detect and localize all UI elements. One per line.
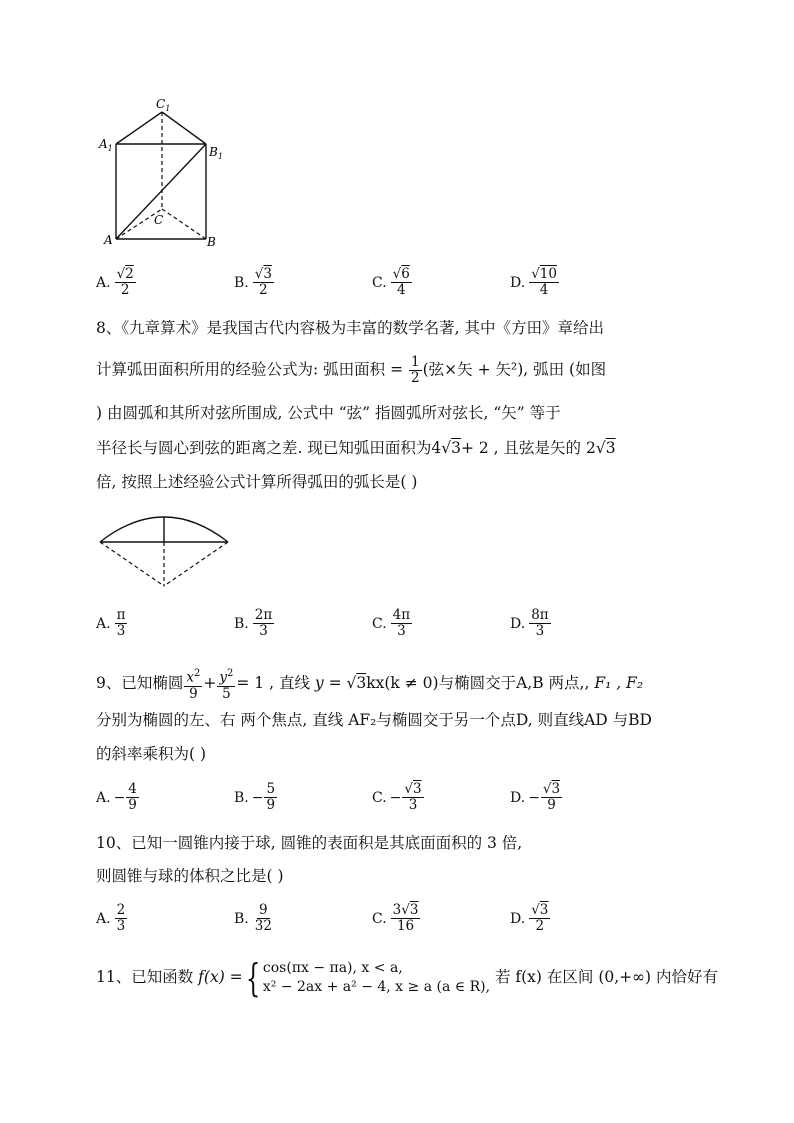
q7-choice-c[interactable]: C. $\frac{√6}{4}$	[372, 266, 410, 298]
label-a: A	[104, 233, 113, 247]
label-a1: $A_1$	[99, 137, 113, 153]
q7-choice-d[interactable]: D. $\frac{√10}{4}$	[510, 266, 557, 298]
q8-choice-d[interactable]: D. $\frac{8\pi}{3}$	[510, 607, 549, 639]
q9-choice-d[interactable]: D. − $\frac{√3}{9}$	[510, 781, 561, 813]
label-b: B	[207, 235, 216, 249]
q9-choice-a[interactable]: A. − $\frac{4}{9}$	[96, 781, 137, 813]
label-c1: $C_1$	[156, 97, 171, 113]
q7-choice-b[interactable]: B. $\frac{√3}{2}$	[234, 266, 272, 298]
q11-line1: 11、已知函数 f(x) ={ cos(πx − πa), x < a, x² − 2ax + a² − 4, x ≥ a (a ∈ R), 若 f(x) 在区间 (0,+∞) 内恰好有	[96, 956, 719, 1000]
q9-choice-c[interactable]: C. − $\frac{√3}{3}$	[372, 781, 422, 813]
q9-line3: 的斜率乘积为( )	[96, 745, 207, 763]
q10-choice-c[interactable]: C. $\frac{3√3}{16}$	[372, 902, 419, 934]
q8-line1: 8、《九章算术》是我国古代内容极为丰富的数学名著, 其中《方田》章给出	[96, 319, 604, 337]
q8-line4: 半径长与圆心到弦的距离之差. 现已知弧田面积为4√3+ 2 , 且弦是矢的 2√3	[96, 439, 616, 457]
q11-piece1: cos(πx − πa), x < a,	[262, 960, 403, 976]
label-b1: $B_1$	[209, 145, 223, 161]
q8-choice-c[interactable]: C. $\frac{4\pi}{3}$	[372, 607, 411, 639]
q8-choice-a[interactable]: A. $\frac{\pi}{3}$	[96, 607, 126, 639]
q8-choice-b[interactable]: B. $\frac{2\pi}{3}$	[234, 607, 273, 639]
q10-choice-b[interactable]: B. $\frac{9}{32}$	[234, 902, 272, 934]
q10-choice-d[interactable]: D. $\frac{√3}{2}$	[510, 902, 549, 934]
arc-field-figure	[96, 506, 236, 590]
q10-line1: 10、已知一圆锥内接于球, 圆锥的表面积是其底面面积的 3 倍,	[96, 834, 523, 852]
q9-line2: 分别为椭圆的左、右 两个焦点, 直线 AF₂与椭圆交于另一个点D, 则直线AD 与BD	[96, 711, 652, 729]
prism-figure	[96, 96, 226, 256]
q8-line2: 计算弧田面积所用的经验公式为: 弧田面积 = $\frac{1}{2}$ (弦×矢 + 矢²), 弧田 (如图	[96, 354, 607, 386]
q11-piece2: x² − 2ax + a² − 4, x ≥ a (a ∈ R),	[262, 979, 491, 995]
q10-choice-a[interactable]: A. $\frac{2}{3}$	[96, 902, 126, 934]
label-c: C	[154, 213, 164, 227]
q9-line1: 9、已知椭圆 $\frac{x^2}{9}$ + $\frac{y^2}{5}$ = 1 , 直线 y = √3kx(k ≠ 0)与椭圆交于A,B 两点,, F₁ , F₂	[96, 668, 644, 702]
q10-line2: 则圆锥与球的体积之比是( )	[96, 867, 284, 885]
q9-choice-b[interactable]: B. − $\frac{5}{9}$	[234, 781, 276, 813]
q7-choice-a[interactable]: A. $\frac{√2}{2}$	[96, 266, 134, 298]
q8-line5: 倍, 按照上述经验公式计算所得弧田的弧长是( )	[96, 473, 418, 491]
q8-line3: ) 由圆弧和其所对弦所围成, 公式中 “弦” 指圆弧所对弦长, “矢” 等于	[96, 404, 561, 422]
